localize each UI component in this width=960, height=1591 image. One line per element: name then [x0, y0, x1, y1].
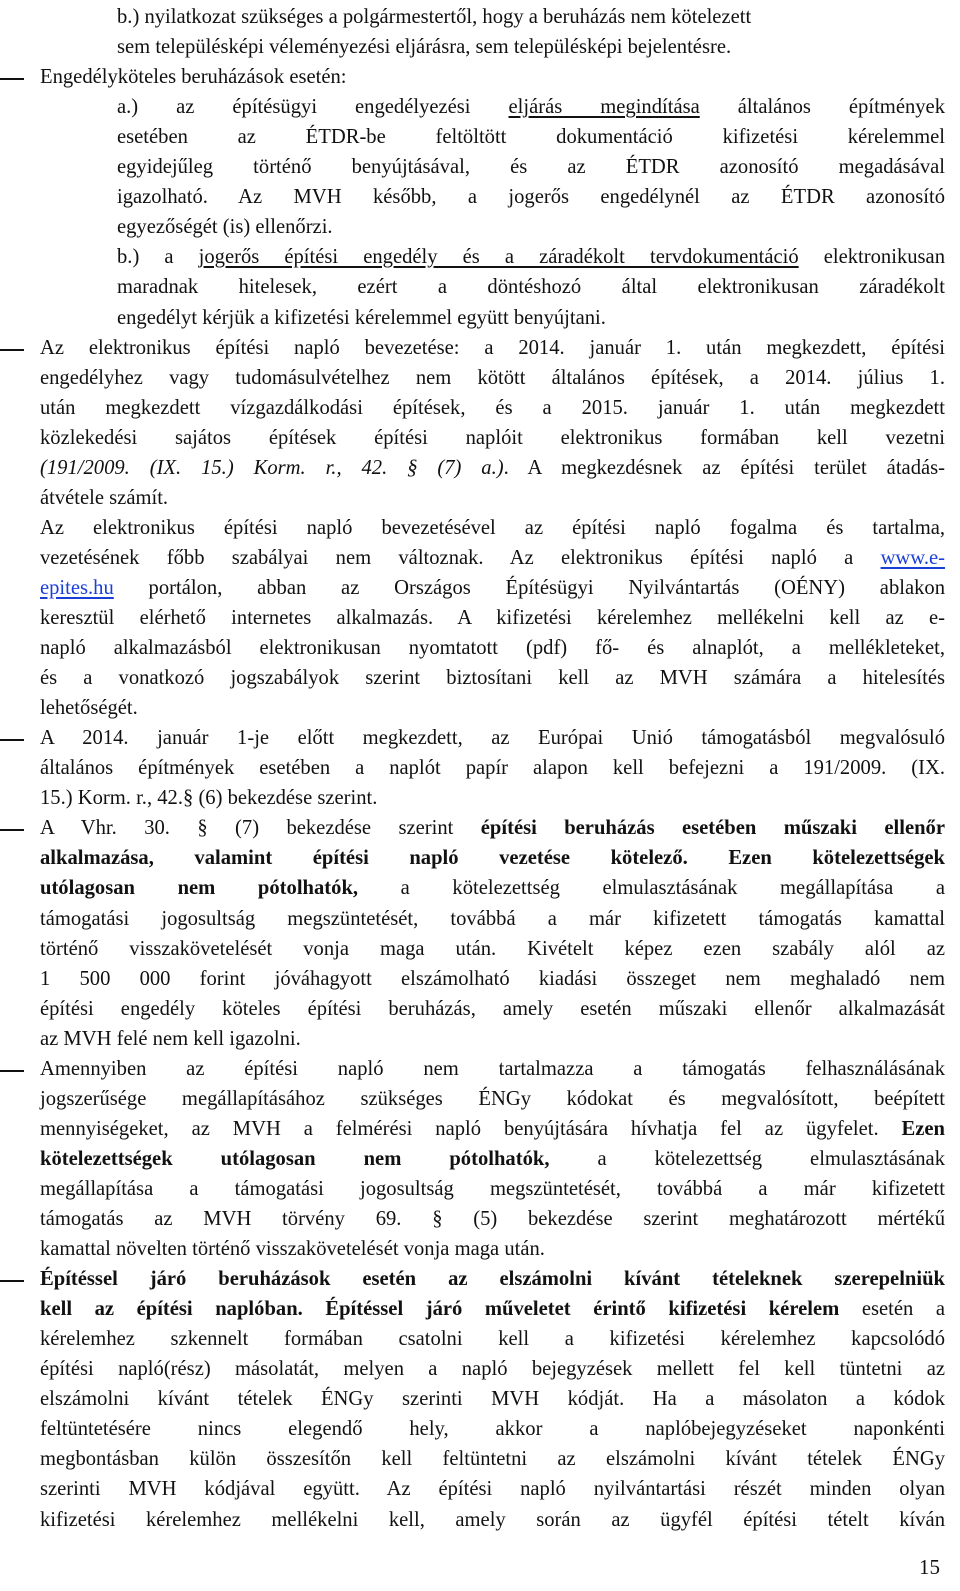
- text-run: Az elektronikus építési napló bevezetésével az építési napló fogalma és tartalma,: [40, 517, 945, 539]
- text-line: [117, 242, 945, 272]
- text-run: esetében az ÉTDR-be feltöltött dokumentáció kifizetési kérelemmel: [117, 126, 945, 148]
- text-run: építési napló(rész) másolatát, melyen a napló bejegyzések mellett fel kell tüntetni az: [40, 1358, 945, 1380]
- text-line: [40, 62, 945, 92]
- text-line: [40, 1414, 945, 1444]
- text-line: [40, 934, 945, 964]
- text-line: [40, 1444, 945, 1474]
- text-run: maradnak hitelesek, ezért a döntéshozó által elektronikusan záradékolt: [117, 276, 945, 298]
- text-line: [40, 513, 945, 543]
- text-line: [40, 1264, 945, 1294]
- text-run: eljárás megindítása: [508, 96, 700, 118]
- text-run: támogatás az MVH törvény 69. § (5) bekezdése szerint meghatározott mértékű: [40, 1208, 945, 1230]
- text-run: átvétele számít.: [40, 487, 169, 509]
- text-line: [117, 122, 945, 152]
- text-line: [40, 483, 945, 513]
- text-line: [40, 603, 945, 633]
- text-line: [40, 1144, 945, 1174]
- text-run: esetén a: [839, 1298, 945, 1320]
- text-run: Az elektronikus építési napló bevezetése: a 2014. január 1. után megkezdett, építési: [40, 337, 945, 359]
- text-line: [40, 964, 945, 994]
- text-run: egyezőségét (is) ellenőrzi.: [117, 216, 333, 238]
- text-line: [40, 873, 945, 903]
- text-run: Ezen: [901, 1118, 945, 1140]
- text-run: szerinti MVH kódjával együtt. Az építési napló nyilvántartási részét minden olyan: [40, 1478, 945, 1500]
- text-line: [117, 303, 945, 333]
- text-line: [40, 573, 945, 603]
- text-line: [117, 92, 945, 122]
- text-line: [40, 994, 945, 1024]
- text-run: A 2014. január 1-je előtt megkezdett, az Európai Unió támogatásból megvalósuló: [40, 727, 945, 749]
- bullet-dash: [0, 78, 24, 80]
- text-line: [40, 904, 945, 934]
- text-line: [40, 783, 945, 813]
- text-run: elszámolni kívánt tételek ÉNGy szerinti MVH kódját. Ha a másolaton a kódok: [40, 1388, 945, 1410]
- text-run: engedélyt kérjük a kifizetési kérelemmel együtt benyújtani.: [117, 307, 606, 329]
- text-line: [40, 1384, 945, 1414]
- bullet-dash: [0, 739, 24, 741]
- text-run: keresztül elérhető internetes alkalmazás. A kifizetési kérelemhez mellékelni kell az e-: [40, 607, 945, 629]
- text-run: a.) az építésügyi engedélyezési: [117, 96, 509, 118]
- text-run: sem településképi véleményezési eljárásra, sem településképi bejelentésre.: [117, 36, 732, 58]
- text-line: [117, 182, 945, 212]
- text-line: [40, 663, 945, 693]
- text-run: b.) nyilatkozat szükséges a polgármestertől, hogy a beruházás nem kötelezett: [117, 6, 752, 28]
- text-line: [117, 212, 945, 242]
- text-run: . A megkezdésnek az építési terület átadás-: [503, 457, 945, 479]
- text-run: b.) a: [117, 246, 199, 268]
- text-line: [117, 152, 945, 182]
- text-line: [40, 393, 945, 423]
- text-run: lehetőségét.: [40, 697, 138, 719]
- text-run: történő visszakövetelését vonja maga után. Kivételt képez ezen szabály alól az: [40, 938, 945, 960]
- text-line: [40, 813, 945, 843]
- text-run: 15.) Korm. r., 42.§ (6) bekezdése szerint.: [40, 787, 378, 809]
- text-run: általános építmények: [699, 96, 945, 118]
- text-line: [40, 1474, 945, 1504]
- bullet-dash: [0, 1070, 24, 1072]
- text-run: jogerős építési engedély és a záradékolt tervdokumentáció: [198, 246, 799, 268]
- text-line: [40, 693, 945, 723]
- page-number: 15: [919, 1555, 940, 1579]
- web-link[interactable]: epites.hu: [40, 577, 114, 599]
- text-run: jogszerűsége megállapításához szükséges ÉNGy kódokat és megvalósított, beépített: [40, 1088, 945, 1110]
- text-run: kell az építési naplóban. Építéssel járó műveletet érintő kifizetési kérelem: [40, 1298, 840, 1320]
- text-line: [40, 333, 945, 363]
- text-run: igazolható. Az MVH később, a jogerős engedélynél az ÉTDR azonosító: [117, 186, 945, 208]
- text-run: megállapítása a támogatási jogosultság megszüntetését, továbbá a már kifizetett: [40, 1178, 945, 1200]
- text-line: [40, 1174, 945, 1204]
- text-line: [40, 1114, 945, 1144]
- text-line: [40, 843, 945, 873]
- text-run: a kötelezettség elmulasztásának: [549, 1148, 945, 1170]
- text-run: (191/2009. (IX. 15.) Korm. r., 42. § (7) a.): [40, 457, 504, 479]
- text-line: [40, 1354, 945, 1384]
- text-run: kérelemhez szkennelt formában csatolni kell a kifizetési kérelemhez kapcsolódó: [40, 1328, 945, 1350]
- text-line: [117, 2, 945, 32]
- text-run: feltüntetésére nincs elegendő hely, akkor a naplóbejegyzéseket naponkénti: [40, 1418, 945, 1440]
- text-run: Engedélyköteles beruházások esetén:: [40, 66, 347, 88]
- text-run: Amennyiben az építési napló nem tartalmazza a támogatás felhasználásának: [40, 1058, 945, 1080]
- text-run: és a vonatkozó jogszabályok szerint biztosítani kell az MVH számára a hitelesítés: [40, 667, 945, 689]
- text-line: [40, 453, 945, 483]
- text-line: [40, 633, 945, 663]
- text-run: alkalmazása, valamint építési napló vezetése kötelező. Ezen kötelezettségek: [40, 847, 945, 869]
- text-run: napló alkalmazásból elektronikusan nyomtatott (pdf) fő- és alnaplót, a mellékleteket,: [40, 637, 945, 659]
- bullet-dash: [0, 829, 24, 831]
- text-line: [40, 1294, 945, 1324]
- text-line: [117, 32, 945, 62]
- text-line: [40, 363, 945, 393]
- bullet-dash: [0, 1280, 24, 1282]
- text-run: portálon, abban az Országos Építésügyi Nyilvántartás (OÉNY) ablakon: [113, 577, 945, 599]
- text-line: [40, 1505, 945, 1535]
- text-run: építési engedély köteles építési beruházás, amely esetén műszaki ellenőr alkalmazását: [40, 998, 945, 1020]
- text-line: [40, 1204, 945, 1234]
- text-run: közlekedési sajátos építések építési naplóit elektronikus formában kell vezetni: [40, 427, 945, 449]
- text-line: [40, 1024, 945, 1054]
- text-line: [117, 272, 945, 302]
- bullet-dash: [0, 349, 24, 351]
- text-run: engedélyhez vagy tudomásulvételhez nem kötött általános építések, a 2014. július 1.: [40, 367, 945, 389]
- web-link[interactable]: www.e-: [880, 547, 945, 569]
- text-line: [40, 1234, 945, 1264]
- text-run: támogatási jogosultság megszüntetését, továbbá a már kifizetett támogatás kamattal: [40, 908, 945, 930]
- text-run: kötelezettségek utólagosan nem pótolhatók,: [40, 1148, 550, 1170]
- text-line: [40, 723, 945, 753]
- text-run: utólagosan nem pótolhatók,: [40, 877, 359, 899]
- text-run: kamattal növelten történő visszakövetelését vonja maga után.: [40, 1238, 545, 1260]
- text-line: [40, 753, 945, 783]
- text-run: kifizetési kérelemhez mellékelni kell, amely során az ügyfél építési tételt kíván: [40, 1509, 945, 1531]
- text-line: [40, 423, 945, 453]
- text-run: a kötelezettség elmulasztásának megállapítása a: [358, 877, 945, 899]
- text-run: A Vhr. 30. § (7) bekezdése szerint: [40, 817, 481, 839]
- text-line: [40, 1084, 945, 1114]
- text-run: egyidejűleg történő benyújtásával, és az ÉTDR azonosító megadásával: [117, 156, 945, 178]
- text-run: mennyiségeket, az MVH a felmérési napló benyújtására hívhatja fel az ügyfelet.: [40, 1118, 902, 1140]
- text-run: általános építmények esetében a naplót papír alapon kell befejezni a 191/2009. (IX.: [40, 757, 945, 779]
- text-run: után megkezdett vízgazdálkodási építések, és a 2015. január 1. után megkezdett: [40, 397, 945, 419]
- text-run: vezetésének főbb szabályai nem változnak. Az elektronikus építési napló a: [40, 547, 881, 569]
- text-run: megbontásban külön összesítőn kell feltüntetni az elszámolni kívánt tételek ÉNGy: [40, 1448, 945, 1470]
- text-run: Építéssel járó beruházások esetén az elszámolni kívánt tételeknek szerepelniük: [40, 1268, 945, 1290]
- text-run: 1 500 000 forint jóváhagyott elszámolható kiadási összeget nem meghaladó nem: [40, 968, 945, 990]
- text-line: [40, 1054, 945, 1084]
- text-run: az MVH felé nem kell igazolni.: [40, 1028, 301, 1050]
- text-run: elektronikusan: [798, 246, 945, 268]
- text-line: [40, 1324, 945, 1354]
- text-run: építési beruházás esetében műszaki ellenőr: [480, 817, 945, 839]
- text-line: [40, 543, 945, 573]
